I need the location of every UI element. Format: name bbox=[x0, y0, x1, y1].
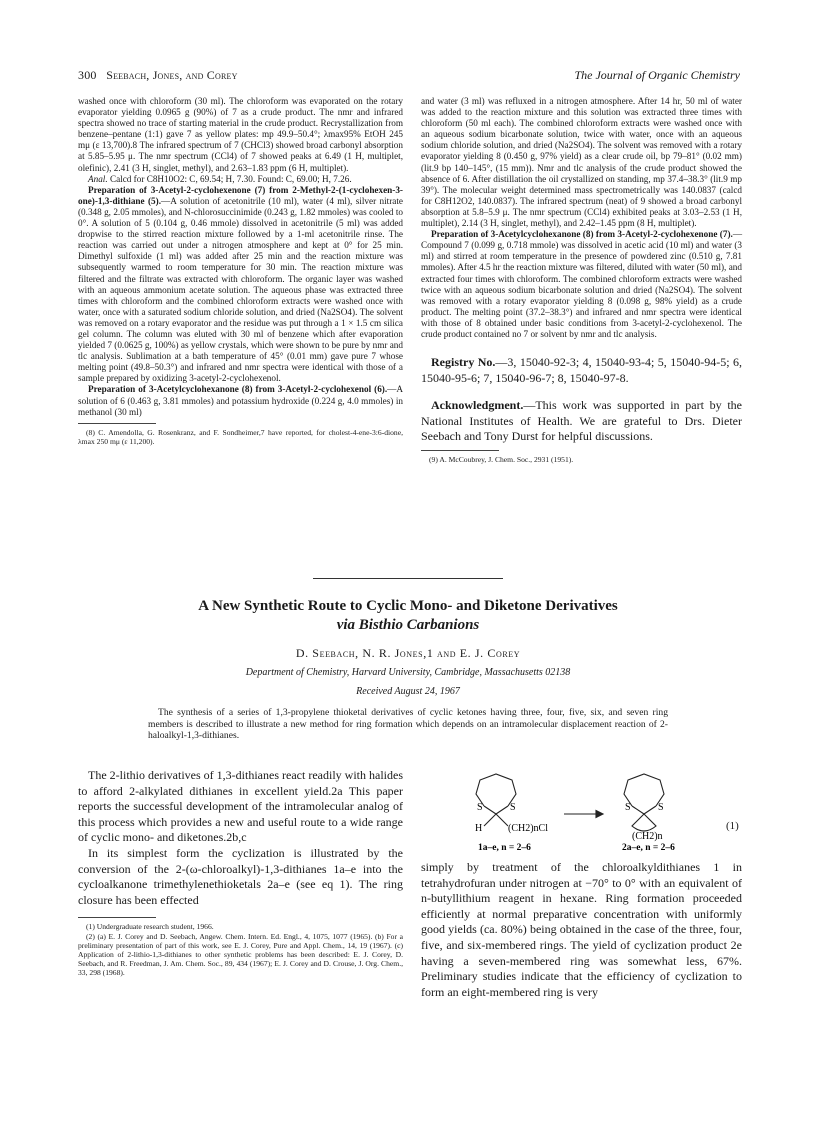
page-number-and-authors bbox=[78, 68, 238, 83]
chloroalkyl-chain-label: (CH2)nCl bbox=[508, 823, 548, 834]
ring-chain-label: (CH2)n bbox=[632, 831, 663, 842]
running-authors: Seebach, Jones, and Corey bbox=[106, 68, 238, 82]
procedure-heading: Preparation of 3-Acetyl-2-cyclohexenone (7) from 2-Methyl-2-(1-cyclohexen-3-one)-1,3-dithiane (5). bbox=[78, 184, 403, 206]
footnote-divider bbox=[78, 917, 156, 918]
hydrogen-label: H bbox=[475, 823, 483, 834]
cyclization-scheme bbox=[446, 766, 716, 854]
analysis-text: Calcd for C8H10O2: C, 69.54; H, 7.30. Found: C, 69.00; H, 7.26. bbox=[109, 173, 352, 184]
acknowledgment bbox=[421, 398, 742, 445]
journal-name: The Journal of Organic Chemistry bbox=[574, 68, 740, 82]
registry-text: —3, 15040-92-3; 4, 15040-93-4; 5, 15040-94-5; 6, 15040-95-6; 7, 15040-96-7; 8, 15040-97-8. bbox=[421, 355, 742, 385]
affiliation: Department of Chemistry, Harvard University, Cambridge, Massachusetts 02138 bbox=[245, 667, 571, 678]
prev-paragraph: washed once with chloroform (30 ml). The chloroform was evaporated on the rotary evaporator yielding 0.0965 g (90%) of 7 as a crude product. The nmr and infrared spectra showed no trace of starting material in the crude product. Recrystallization from benzene–pentane (1:1) gave 7 as yellow plates: mp 49.9–50.4°; λmax95% EtOH 245 mμ (ε 13,700).8 The infrared spectrum of 7 (CHCl3) showed broad carbonyl absorption at 5.85–5.95 μ. The nmr spectrum (CCl4) of 7 showed peaks at 6.49 (1 H, multiplet, olefinic), 2.41 (3 H, singlet, methyl), and 2.63–1.83 ppm (6 H, multiplet). bbox=[78, 96, 403, 173]
procedure-heading: Preparation of 3-Acetylcyclohexanone (8) from 3-Acetyl-2-cyclohexenol (6). bbox=[88, 384, 388, 395]
analysis-paragraph bbox=[78, 174, 403, 185]
title-via: via Bisthio Carbanions bbox=[336, 617, 480, 633]
procedure-text: —Compound 7 (0.099 g, 0.718 mmole) was dissolved in acetic acid (10 ml) and water (3 ml) and stirred at room temperature in the presence of powdered zinc (0.510 g, 7.81 mmoles). After 4.5 hr the reaction mixture was filtered, diluted with water (50 ml), and extracted four times with chloroform. The combined chloroform extracts were washed twice with an aqueous sodium bicarbonate solution and dried (Na2SO4). The solvent was removed with a rotary evaporator yielding 8 (0.098 g, 98% yield) as a crude product. The melting point (37.2–38.3°) and infrared and nmr spectra were identical with those of 8 obtained under basic conditions from 3-acetyl-2-cyclohexenol. The crude product contained no 7 or solvent by nmr and tlc analysis. bbox=[421, 229, 742, 339]
registry-label: Registry No. bbox=[431, 355, 496, 370]
procedure-paragraph bbox=[421, 229, 742, 340]
article-authors: D. Seebach, N. R. Jones,1 and E. J. Corey bbox=[295, 646, 521, 660]
prev-article-right-column bbox=[421, 96, 742, 464]
body-left-column bbox=[78, 768, 403, 978]
equation-number: (1) bbox=[726, 820, 739, 832]
dithiane-ring-left bbox=[476, 774, 516, 826]
footnote: (2) (a) E. J. Corey and D. Seebach, Angew. Chem. Intern. Ed. Engl., 4, 1075, 1077 (1965). (b) For a preliminary presentation of part of this work, see E. J. Corey, Pure and Appl. Chem., 14, 19 (1967). (c) Application of 2-lithio-1,3-dithianes to other synthetic problems has been described: E. J. Corey, D. Seebach, and R. Freedman, J. Am. Chem. Soc., 89, 434 (1967); E. J. Corey and D. Crouse, J. Org. Chem., 33, 298 (1968). bbox=[78, 931, 403, 978]
body-right-column bbox=[421, 860, 742, 1000]
article-title-line2 bbox=[0, 617, 816, 634]
footnote: (9) A. McCoubrey, J. Chem. Soc., 2931 (1951). bbox=[429, 454, 574, 464]
received-date: Received August 24, 1967 bbox=[356, 686, 460, 697]
procedure-text: —A solution of acetonitrile (10 ml), water (4 ml), silver nitrate (0.348 g, 2.05 mmoles), and N-chlorosuccinimide (0.243 g, 1.82 mmoles) was cooled to 0°. A solution of 5 (0.104 g, 0.46 mmole) dissolved in acetonitrile (5 ml) was added dropwise to the stirred reaction mixture followed by a 1-ml acetonitrile rinse. The reaction was carried out under a nitrogen atmosphere and kept at 0° for 25 min. Dimethyl sulfoxide (1 ml) was added after 25 min and the reaction mixture was subsequently warmed to room temperature for 30 min. The reaction mixture was filtered and the filtrate was extracted with chloroform. The organic layer was washed with an aqueous ammonium acetate solution. The aqueous phase was extracted three times with chloroform and the combined chloroform extracts were washed once with water, once with a saturated sodium chloride solution, and dried (Na2SO4). The solvent was removed on a rotary evaporator and the residue was put through a 1 × 1.5 cm silica gel column. The column was eluted with 30 ml of benzene which after evaporation yielded 7 (0.0625 g, 100%) as yellow crystals, which were shown to be pure by nmr and tlc analysis. Sublimation at a bath temperature of 45° (0.01 mm) gave pure 7 whose melting point (49.8–50.3°) and infrared and nmr spectra were identical with those of a sample prepared by oxidizing 3-acetyl-2-cyclohexenol. bbox=[78, 195, 403, 384]
procedure-text: —A solution of 6 (0.463 g, 3.81 mmoles) and potassium hydroxide (0.224 g, 4.0 mmoles) in methanol (30 ml) bbox=[78, 384, 403, 417]
page-number: 300 bbox=[78, 68, 97, 82]
sulfur-atom-label: S bbox=[510, 802, 516, 813]
article-separator bbox=[313, 578, 503, 579]
abstract: The synthesis of a series of 1,3-propylene thioketal derivatives of cyclic ketones having three, four, five, six, and seven ring members is described to illustrate a new method for ring formation which depends on an intramolecular displacement reaction of 2-haloalkyl-1,3-dithianes. bbox=[148, 707, 668, 741]
sulfur-atom-label: S bbox=[658, 802, 664, 813]
ack-text: —This work was supported in part by the National Institutes of Health. We are grateful to Drs. Dieter Seebach and Tony Durst for helpful discussions. bbox=[421, 398, 742, 444]
compound-label: 2a–e, n = 2–6 bbox=[622, 843, 675, 853]
procedure-heading: Preparation of 3-Acetylcyclohexanone (8) from 3-Acetyl-2-cyclohexenone (7). bbox=[431, 229, 733, 240]
registry-numbers bbox=[421, 355, 742, 386]
prev-article-left-column bbox=[78, 96, 403, 446]
body-paragraph: In its simplest form the cyclization is illustrated by the conversion of the 2-(ω-chloroalkyl)-1,3-dithianes 1a–e into the cycloalkanone trimethylenethioketals 2a–e (see eq 1). The ring closure has been effected bbox=[78, 845, 403, 907]
footnote-divider bbox=[421, 450, 499, 451]
footnote-divider bbox=[78, 423, 156, 424]
procedure-paragraph bbox=[78, 384, 403, 417]
prev-paragraph: and water (3 ml) was refluxed in a nitrogen atmosphere. After 14 hr, 50 ml of water was added to the reaction mixture and this solution was extracted three times with chloroform (50 ml each). The combined chloroform extracts were washed once with an aqueous sodium bicarbonate solution, twice with water, once with an aqueous sodium chloride solution, and dried (Na2SO4). The solvent was removed with a rotary evaporator yielding 8 (0.450 g, 97% yield) as a clear crude oil, bp 79–81° (0.02 mm) (lit.9 bp 140–145°, (15 mm)). Nmr and tlc analysis of the crude product showed the absence of 6. After distillation the oil crystallized on standing, mp 37.4–38.3° (lit.9 mp 39°). The molecular weight determined mass spectrometrically was 140.0837 (calcd for C8H12O2, 140.0837). The infrared spectrum (neat) of 9 showed a broad carbonyl absorption at 5.8–5.9 μ. The nmr spectrum (CCl4) exhibited peaks at 3.03–2.53 (1 H, multiplet), 2.14 (3 H, singlet, methyl), and 2.42–1.45 ppm (8 H, multiplet). bbox=[421, 96, 742, 229]
sulfur-atom-label: S bbox=[625, 802, 631, 813]
ack-label: Acknowledgment. bbox=[431, 398, 524, 413]
footnote: (1) Undergraduate research student, 1966. bbox=[86, 922, 214, 932]
sulfur-atom-label: S bbox=[477, 802, 483, 813]
compound-label: 1a–e, n = 2–6 bbox=[478, 843, 531, 853]
article-title: A New Synthetic Route to Cyclic Mono- and Diketone Derivatives bbox=[198, 598, 618, 614]
body-paragraph: The 2-lithio derivatives of 1,3-dithianes react readily with halides to afford 2-alkylated dithianes in excellent yield.2a This paper reports the successful development of the intramolecular analog of this process which provides a new and useful route to a wide range of cyclic mono- and diketones.2b,c bbox=[78, 768, 403, 845]
footnotes bbox=[78, 917, 403, 977]
reaction-arrow bbox=[564, 811, 603, 818]
body-paragraph: simply by treatment of the chloroalkyldithianes 1 in tetrahydrofuran under nitrogen at −70° to 0° with an equivalent of n-butyllithium reagent in hexane. Ring formation proceeded efficiently at normal preparative concentration with uniformly good yields (ca. 80%) being obtained in the case of the three, four, five, and six-membered rings. The yield of cyclization product 2e having a seven-membered ring was somewhat less, 67%. Preliminary studies indicate that the efficiency of cyclization to form an eight-membered ring is very bbox=[421, 860, 742, 999]
footnote: (8) C. Amendolla, G. Rosenkranz, and F. Sondheimer,7 have reported, for cholest-4-ene-3:6-dione, λmax 250 mμ (ε 11,200). bbox=[78, 427, 403, 446]
procedure-paragraph bbox=[78, 185, 403, 385]
analysis-label: Anal. bbox=[88, 173, 108, 184]
